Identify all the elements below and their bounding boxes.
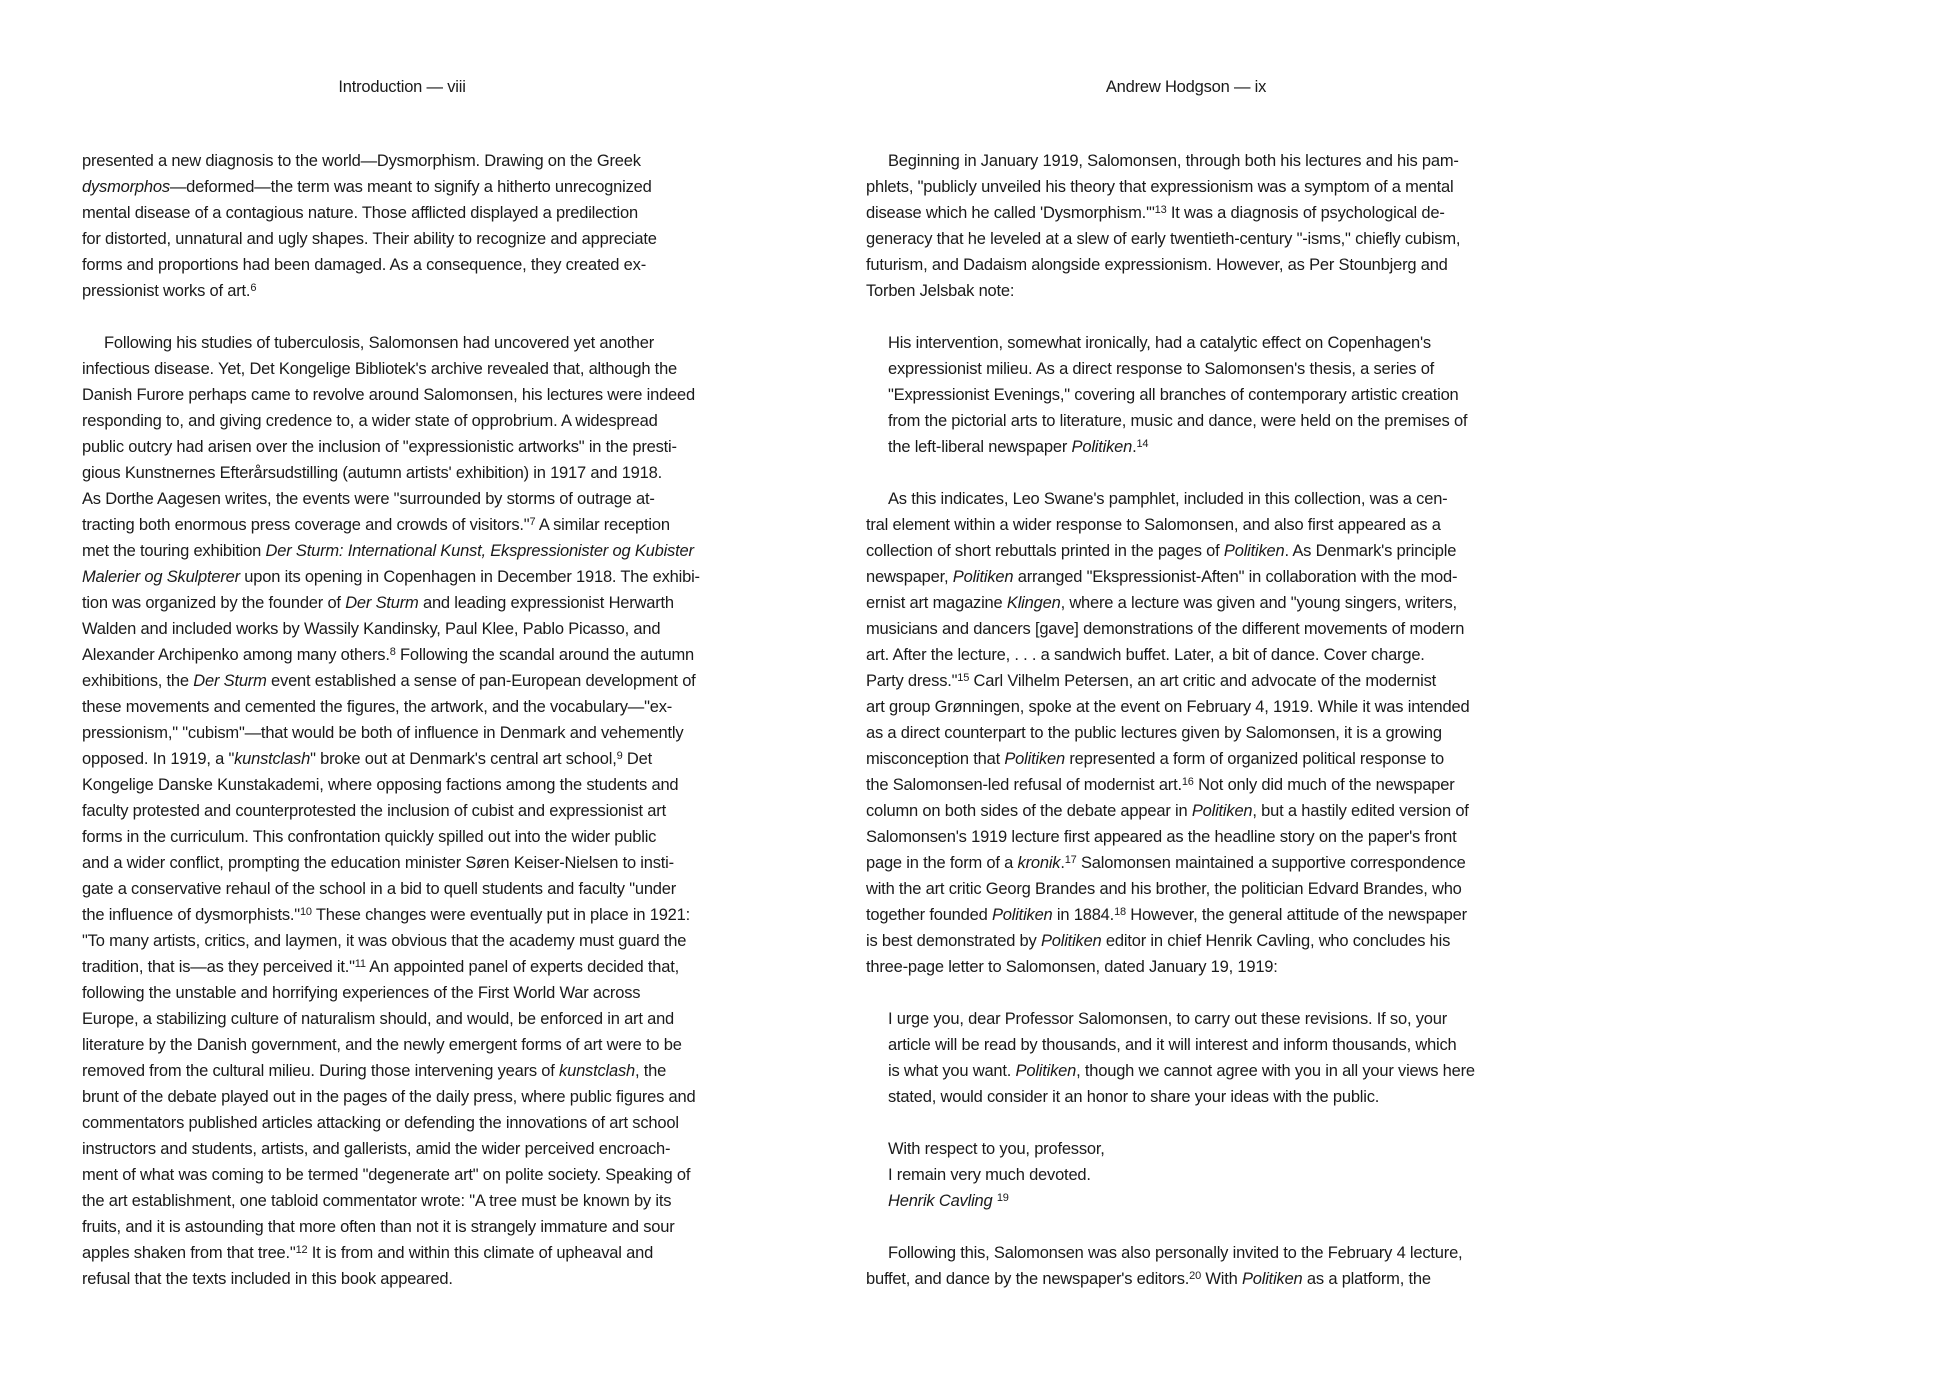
text-line — [82, 642, 742, 668]
text-line — [82, 1032, 742, 1058]
text-segment: Beginning in January 1919, Salomonsen, through both his lectures and his pam- — [888, 152, 1459, 170]
text-segment: stated, would consider it an honor to share your ideas with the public. — [888, 1088, 1380, 1106]
text-segment: buffet, and dance by the newspaper's editors. — [866, 1270, 1190, 1288]
right-page-header: Andrew Hodgson — ix — [1105, 78, 1267, 96]
italic-text: Politiken — [1071, 438, 1133, 456]
text-segment: tradition, that is—as they perceived it." — [82, 958, 355, 976]
text-segment: It was a diagnosis of psychological de- — [1166, 204, 1445, 222]
text-segment: musicians and dancers [gave] demonstrations of the different movements of modern — [866, 620, 1465, 638]
text-segment: expressionist milieu. As a direct response to Salomonsen's thesis, a series of — [888, 360, 1435, 378]
text-segment: Det — [622, 750, 652, 768]
text-segment: Alexander Archipenko among many others. — [82, 646, 390, 664]
text-line — [82, 512, 742, 538]
text-segment: the art establishment, one tabloid commentator wrote: "A tree must be known by its — [82, 1192, 672, 1210]
text-segment: ernist art magazine — [866, 594, 1007, 612]
text-segment: refusal that the texts included in this book appeared. — [82, 1270, 453, 1288]
text-line — [888, 1188, 1526, 1214]
text-line — [866, 486, 1526, 512]
text-segment: collection of short rebuttals printed in the pages of — [866, 542, 1224, 560]
text-segment: With respect to you, professor, — [888, 1140, 1105, 1158]
text-line — [866, 798, 1526, 824]
text-segment: pressionism," "cubism"—that would be both of influence in Denmark and vehemently — [82, 724, 684, 742]
paragraph — [82, 148, 742, 304]
italic-text: Der Sturm — [193, 672, 267, 690]
text-line — [866, 876, 1526, 902]
text-line — [82, 330, 742, 356]
text-segment: However, the general attitude of the newspaper — [1125, 906, 1467, 924]
text-line — [82, 408, 742, 434]
text-segment: —deformed—the term was meant to signify a hitherto unrecognized — [169, 178, 652, 196]
text-segment: is what you want. — [888, 1062, 1016, 1080]
text-segment: and a wider conflict, prompting the education minister Søren Keiser-Nielsen to insti- — [82, 854, 674, 872]
text-line — [82, 278, 742, 304]
text-segment: These changes were eventually put in place in 1921: — [311, 906, 691, 924]
text-segment: three-page letter to Salomonsen, dated January 19, 1919: — [866, 958, 1278, 976]
text-segment: as a direct counterpart to the public lectures given by Salomonsen, it is a growing — [866, 724, 1442, 742]
footnote-reference: 10 — [299, 906, 312, 918]
text-line — [82, 668, 742, 694]
text-line — [888, 1162, 1526, 1188]
text-segment: Carl Vilhelm Petersen, an art critic and advocate of the modernist — [969, 672, 1437, 690]
italic-text: Politiken — [1223, 542, 1285, 560]
text-line — [866, 694, 1526, 720]
text-line — [888, 1084, 1526, 1110]
text-line — [866, 746, 1526, 772]
italic-text: Henrik Cavling — [888, 1192, 993, 1210]
text-segment: generacy that he leveled at a slew of early twentieth-century "-isms," chiefly cubism, — [866, 230, 1461, 248]
paragraph — [866, 148, 1526, 304]
text-segment: commentators published articles attacking or defending the innovations of art school — [82, 1114, 679, 1132]
text-segment: these movements and cemented the figures, the artwork, and the vocabulary—"ex- — [82, 698, 673, 716]
text-segment: Kongelige Danske Kunstakademi, where opposing factions among the students and — [82, 776, 679, 794]
text-line — [888, 330, 1526, 356]
text-segment: , the — [635, 1062, 667, 1080]
italic-text: Der Sturm — [345, 594, 419, 612]
text-line — [82, 1188, 742, 1214]
left-page-text-column — [82, 148, 742, 1292]
text-segment: removed from the cultural milieu. During those intervening years of — [82, 1062, 560, 1080]
text-segment: apples shaken from that tree." — [82, 1244, 296, 1262]
text-line — [82, 252, 742, 278]
text-segment: art group Grønningen, spoke at the event on February 4, 1919. While it was intended — [866, 698, 1470, 716]
footnote-reference: 7 — [529, 516, 536, 528]
text-segment: the Salomonsen-led refusal of modernist art. — [866, 776, 1182, 794]
footnote-reference: 9 — [616, 750, 623, 762]
text-segment: art. After the lecture, . . . a sandwich buffet. Later, a bit of dance. Cover charge. — [866, 646, 1425, 664]
footnote-reference: 8 — [389, 646, 396, 658]
text-segment: "Expressionist Evenings," covering all branches of contemporary artistic creation — [888, 386, 1459, 404]
text-segment: Not only did much of the newspaper — [1193, 776, 1455, 794]
text-segment: As Dorthe Aagesen writes, the events were "surrounded by storms of outrage at- — [82, 490, 655, 508]
footnote-reference: 12 — [295, 1244, 308, 1256]
footnote-reference: 19 — [996, 1192, 1009, 1204]
text-segment: for distorted, unnatural and ugly shapes. Their ability to recognize and appreciate — [82, 230, 657, 248]
text-segment: event established a sense of pan-European development of — [266, 672, 696, 690]
text-line — [82, 1266, 742, 1292]
text-line — [866, 720, 1526, 746]
text-line — [82, 1058, 742, 1084]
text-line — [866, 954, 1526, 980]
text-line — [82, 460, 742, 486]
text-segment: responding to, and giving credence to, a wider state of opprobrium. A widespread — [82, 412, 658, 430]
text-line — [866, 1240, 1526, 1266]
text-line — [82, 382, 742, 408]
text-segment: Walden and included works by Wassily Kandinsky, Paul Klee, Pablo Picasso, and — [82, 620, 661, 638]
text-segment: tracting both enormous press coverage and crowds of visitors." — [82, 516, 530, 534]
text-segment: , but a hastily edited version of — [1252, 802, 1469, 820]
text-segment: Party dress." — [866, 672, 958, 690]
block-quote — [888, 330, 1526, 460]
text-segment: brunt of the debate played out in the pages of the daily press, where public figures and — [82, 1088, 696, 1106]
text-segment: Torben Jelsbak note: — [866, 282, 1015, 300]
text-segment: tion was organized by the founder of — [82, 594, 346, 612]
text-line — [866, 1266, 1526, 1292]
text-segment: " broke out at Denmark's central art school, — [310, 750, 617, 768]
text-line — [866, 538, 1526, 564]
text-segment: forms and proportions had been damaged. As a consequence, they created ex- — [82, 256, 646, 274]
text-segment: . — [1060, 854, 1065, 872]
footnote-reference: 14 — [1136, 438, 1149, 450]
text-segment: Following this, Salomonsen was also personally invited to the February 4 lecture, — [888, 1244, 1463, 1262]
text-segment: article will be read by thousands, and it will interest and inform thousands, which — [888, 1036, 1457, 1054]
text-segment: with the art critic Georg Brandes and his brother, the politician Edvard Brandes, who — [866, 880, 1462, 898]
text-segment: fruits, and it is astounding that more often than not it is strangely immature and sour — [82, 1218, 675, 1236]
text-line — [866, 174, 1526, 200]
text-segment: the left-liberal newspaper — [888, 438, 1072, 456]
right-page-text-column — [866, 148, 1526, 1292]
text-segment: Salomonsen's 1919 lecture first appeared as the headline story on the paper's front — [866, 828, 1457, 846]
text-line — [82, 174, 742, 200]
text-line — [82, 538, 742, 564]
italic-text: Politiken — [991, 906, 1053, 924]
text-segment: phlets, "publicly unveiled his theory that expressionism was a symptom of a mental — [866, 178, 1454, 196]
text-line — [888, 382, 1526, 408]
text-segment: I remain very much devoted. — [888, 1166, 1091, 1184]
text-line — [82, 746, 742, 772]
text-line — [82, 148, 742, 174]
italic-text: dysmorphos — [82, 178, 170, 196]
text-line — [866, 148, 1526, 174]
text-segment: misconception that — [866, 750, 1005, 768]
text-line — [82, 1136, 742, 1162]
text-segment: . — [1132, 438, 1137, 456]
text-segment: Salomonsen maintained a supportive correspondence — [1076, 854, 1466, 872]
text-segment: presented a new diagnosis to the world—Dysmorphism. Drawing on the Greek — [82, 152, 641, 170]
text-line — [888, 408, 1526, 434]
text-segment: , where a lecture was given and "young singers, writers, — [1060, 594, 1457, 612]
text-segment: infectious disease. Yet, Det Kongelige Bibliotek's archive revealed that, although the — [82, 360, 678, 378]
text-line — [82, 772, 742, 798]
text-segment: the influence of dysmorphists." — [82, 906, 300, 924]
text-segment: gious Kunstnernes Efterårsudstilling (autumn artists' exhibition) in 1917 and 1918. — [82, 464, 662, 482]
text-line — [82, 1084, 742, 1110]
text-segment: forms in the curriculum. This confrontation quickly spilled out into the wider public — [82, 828, 657, 846]
text-line — [866, 616, 1526, 642]
text-segment: instructors and students, artists, and gallerists, amid the wider perceived encroach- — [82, 1140, 671, 1158]
text-segment: column on both sides of the debate appear in — [866, 802, 1192, 820]
text-segment: His intervention, somewhat ironically, had a catalytic effect on Copenhagen's — [888, 334, 1431, 352]
text-segment: It is from and within this climate of upheaval and — [307, 1244, 654, 1262]
text-segment: newspaper, — [866, 568, 953, 586]
text-line — [82, 590, 742, 616]
text-line — [82, 824, 742, 850]
italic-text: Der Sturm: International Kunst, Ekspressionister og Kubister — [265, 542, 694, 560]
text-line — [866, 590, 1526, 616]
text-line — [888, 356, 1526, 382]
text-line — [82, 1006, 742, 1032]
text-line — [82, 1240, 742, 1266]
text-line — [82, 564, 742, 590]
text-segment: and leading expressionist Herwarth — [418, 594, 674, 612]
text-segment: Europe, a stabilizing culture of naturalism should, and would, be enforced in art and — [82, 1010, 675, 1028]
footnote-reference: 17 — [1064, 854, 1077, 866]
italic-text: kronik — [1017, 854, 1061, 872]
text-line — [888, 434, 1526, 460]
text-segment: pressionist works of art. — [82, 282, 251, 300]
text-line — [82, 850, 742, 876]
italic-text: Politiken — [1015, 1062, 1077, 1080]
text-segment: gate a conservative rehaul of the school in a bid to quell students and faculty "under — [82, 880, 677, 898]
italic-text: Politiken — [1241, 1270, 1303, 1288]
text-line — [82, 1110, 742, 1136]
footnote-reference: 6 — [250, 282, 257, 294]
text-segment: futurism, and Dadaism alongside expressionism. However, as Per Stounbjerg and — [866, 256, 1448, 274]
text-line — [866, 512, 1526, 538]
text-segment: arranged "Ekspressionist-Aften" in collaboration with the mod- — [1013, 568, 1458, 586]
text-segment: upon its opening in Copenhagen in December 1918. The exhibi- — [239, 568, 700, 586]
text-segment: is best demonstrated by — [866, 932, 1041, 950]
text-segment: from the pictorial arts to literature, music and dance, were held on the premises of — [888, 412, 1468, 430]
footnote-reference: 15 — [957, 672, 970, 684]
text-segment: editor in chief Henrik Cavling, who concludes his — [1101, 932, 1451, 950]
text-line — [82, 434, 742, 460]
text-line — [866, 668, 1526, 694]
text-line — [866, 564, 1526, 590]
italic-text: kunstclash — [559, 1062, 636, 1080]
text-line — [82, 616, 742, 642]
text-segment: public outcry had arisen over the inclusion of "expressionistic artworks" in the presti- — [82, 438, 677, 456]
text-segment: A similar reception — [535, 516, 670, 534]
italic-text: Politiken — [1004, 750, 1065, 768]
text-line — [82, 226, 742, 252]
text-segment: opposed. In 1919, a " — [82, 750, 235, 768]
text-line — [82, 356, 742, 382]
text-segment: in 1884. — [1052, 906, 1115, 924]
text-line — [82, 980, 742, 1006]
text-segment: following the unstable and horrifying experiences of the First World War across — [82, 984, 641, 1002]
italic-text: Politiken — [952, 568, 1014, 586]
italic-text: Politiken — [1191, 802, 1253, 820]
text-line — [866, 902, 1526, 928]
text-line — [82, 486, 742, 512]
text-segment: page in the form of a — [866, 854, 1018, 872]
text-line — [888, 1032, 1526, 1058]
block-quote — [888, 1136, 1526, 1214]
left-page-header: Introduction — viii — [338, 78, 466, 96]
paragraph — [866, 1240, 1526, 1292]
text-segment: as a platform, the — [1302, 1270, 1431, 1288]
footnote-reference: 16 — [1181, 776, 1194, 788]
text-segment: Following the scandal around the autumn — [395, 646, 695, 664]
paragraph — [866, 486, 1526, 980]
text-line — [82, 1162, 742, 1188]
text-line — [866, 928, 1526, 954]
text-line — [888, 1058, 1526, 1084]
text-line — [82, 876, 742, 902]
text-segment: , though we cannot agree with you in all your views here — [1076, 1062, 1475, 1080]
text-line — [866, 642, 1526, 668]
text-segment: With — [1201, 1270, 1242, 1288]
text-line — [866, 226, 1526, 252]
text-segment: An appointed panel of experts decided that, — [365, 958, 680, 976]
footnote-reference: 20 — [1189, 1270, 1201, 1282]
footnote-reference: 18 — [1114, 906, 1126, 918]
text-line — [866, 252, 1526, 278]
text-line — [866, 824, 1526, 850]
italic-text: Klingen — [1006, 594, 1061, 612]
text-segment: Danish Furore perhaps came to revolve around Salomonsen, his lectures were indeed — [82, 386, 695, 404]
text-line — [82, 694, 742, 720]
text-segment: together founded — [866, 906, 992, 924]
text-line — [82, 1214, 742, 1240]
text-segment: . As Denmark's principle — [1284, 542, 1457, 560]
footnote-reference: 13 — [1154, 204, 1167, 216]
text-line — [866, 200, 1526, 226]
text-segment: As this indicates, Leo Swane's pamphlet, included in this collection, was a cen- — [888, 490, 1448, 508]
text-line — [82, 200, 742, 226]
italic-text: kunstclash — [234, 750, 311, 768]
text-line — [82, 928, 742, 954]
text-segment: Following his studies of tuberculosis, Salomonsen had uncovered yet another — [104, 334, 654, 352]
text-segment: met the touring exhibition — [82, 542, 266, 560]
text-segment: exhibitions, the — [82, 672, 194, 690]
text-segment: represented a form of organized political response to — [1064, 750, 1444, 768]
text-segment: faculty protested and counterprotested the inclusion of cubist and expressionist art — [82, 802, 666, 820]
text-segment: ment of what was coming to be termed "degenerate art" on polite society. Speaking of — [82, 1166, 691, 1184]
text-line — [866, 772, 1526, 798]
text-line — [82, 954, 742, 980]
italic-text: Malerier og Skulpterer — [82, 568, 240, 586]
text-line — [888, 1136, 1526, 1162]
footnote-reference: 11 — [354, 958, 366, 970]
text-segment: tral element within a wider response to Salomonsen, and also first appeared as a — [866, 516, 1441, 534]
text-line — [82, 720, 742, 746]
text-segment: mental disease of a contagious nature. Those afflicted displayed a predilection — [82, 204, 638, 222]
text-segment: "To many artists, critics, and laymen, it was obvious that the academy must guard the — [82, 932, 687, 950]
italic-text: Politiken — [1040, 932, 1102, 950]
text-segment: literature by the Danish government, and the newly emergent forms of art were to be — [82, 1036, 682, 1054]
text-segment: disease which he called 'Dysmorphism.'" — [866, 204, 1155, 222]
text-line — [866, 850, 1526, 876]
text-line — [888, 1006, 1526, 1032]
block-quote — [888, 1006, 1526, 1110]
paragraph — [82, 330, 742, 1292]
text-line — [866, 278, 1526, 304]
text-line — [82, 902, 742, 928]
text-segment: I urge you, dear Professor Salomonsen, to carry out these revisions. If so, your — [888, 1010, 1448, 1028]
text-line — [82, 798, 742, 824]
